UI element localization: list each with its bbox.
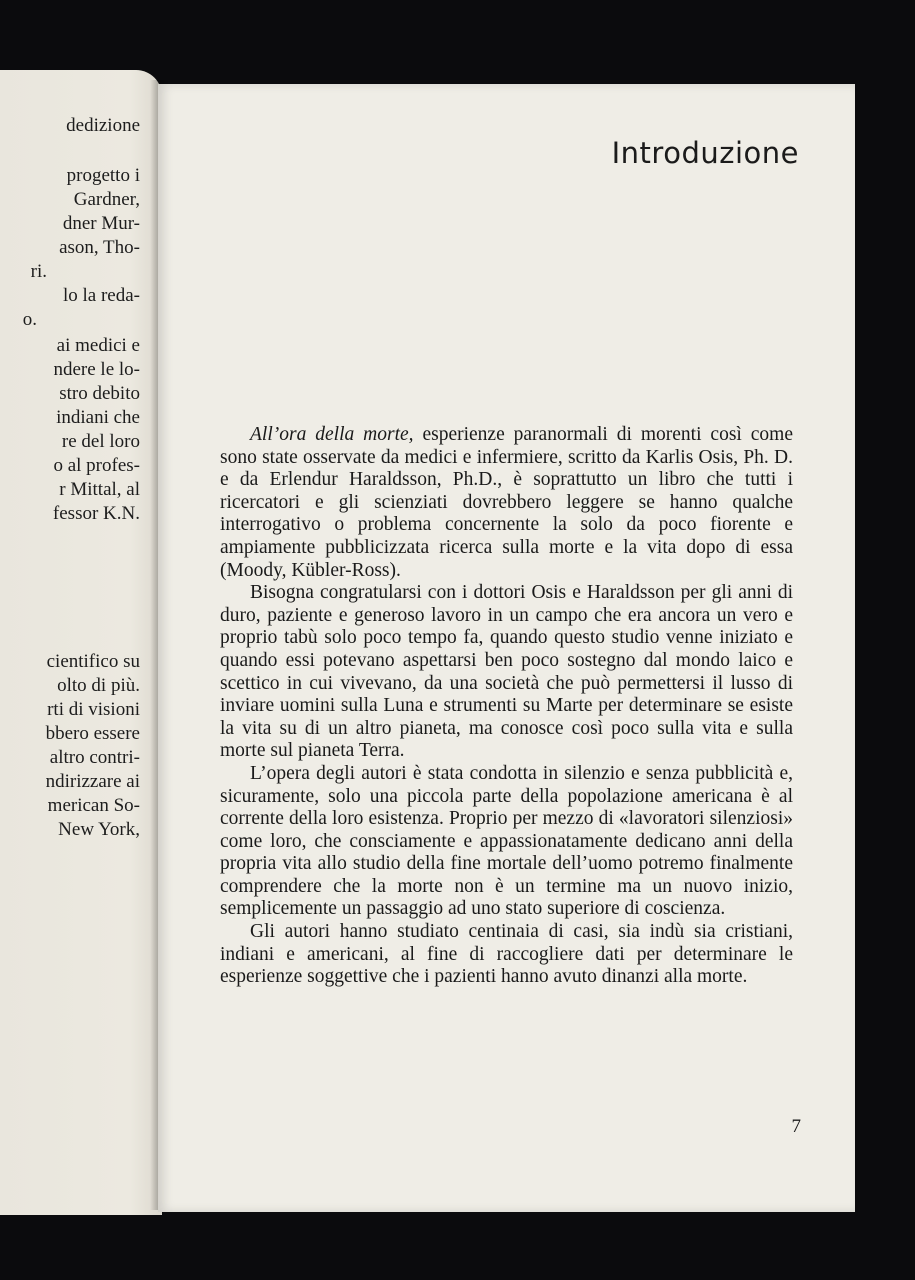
book-title-italic: All’ora della morte,: [250, 424, 414, 445]
left-page-line: altro contri-: [49, 747, 140, 768]
paragraph-3: L’opera degli autori è stata condotta in silenzio e senza pubblicità e, sicuramente, solo una piccola parte della popolazione americana è al corrente della loro esistenza. Proprio per mezzo di «lavoratori silenziosi» come loro, che consciamente e appassionatamente dedicano anni della propria vita allo studio della fine mortale dell’uomo potremo finalmente comprendere che la morte non è un termine ma un nuovo inizio, semplicemente un passaggio ad uno stato superiore di coscienza.: [220, 762, 793, 920]
left-page-line: rti di visioni: [47, 699, 140, 720]
left-page-line: indiani che: [56, 407, 140, 428]
left-page-line: New York,: [58, 819, 140, 840]
left-page-line: o al profes-: [53, 455, 140, 476]
left-page-line: ason, Tho-: [59, 237, 140, 258]
left-page-line: ai medici e: [56, 335, 140, 356]
left-page-line: re del loro: [61, 431, 140, 452]
left-page-line: ndirizzare ai: [45, 771, 140, 792]
left-page-line: Gardner,: [73, 189, 140, 210]
left-page: [0, 70, 162, 1215]
left-page-line: cientifico su: [46, 651, 140, 672]
paragraph-1-text: esperienze paranormali di morenti così come sono state osservate da medici e infermiere, scritto da Karlis Osis, Ph. D. e da Erlendur Haraldsson, Ph.D., è soprattutto un libro che tutti i ricercatori e gli scienziati dovrebbero leggere se hanno qualche interrogativo o problema concernente la solo da poco fiorente e ampiamente pubblicizzata ricerca sulla morte e la vita dopo di essa (Moody, Kübler-Ross).: [220, 424, 793, 581]
left-page-line: stro debito: [59, 383, 140, 404]
left-page-line: dedizione: [66, 115, 140, 136]
left-page-line: ndere le lo-: [53, 359, 140, 380]
left-page-line: bbero essere: [45, 723, 140, 744]
chapter-title: Introduzione: [611, 136, 799, 170]
paragraph-2: Bisogna congratularsi con i dottori Osis e Haraldsson per gli anni di duro, paziente e generoso lavoro in un campo che era ancora un vero e proprio tabù solo poco tempo fa, quando questo studio venne iniziato e quando essi potevano aspettarsi ben poco sostegno dal mondo laico e scettico in cui vivevano, da una società che può permettersi il lusso di inviare uomini sulla Luna e strumenti su Marte per determinare se esiste la vita su di un altro pianeta, ma conosce così poco sulla vita e sulla morte sul pianeta Terra.: [220, 582, 793, 762]
left-page-line: merican So-: [47, 795, 140, 816]
paragraph-4: Gli autori hanno studiato centinaia di casi, sia indù sia cristiani, indiani e americani, al fine di raccogliere dati per determinare le esperienze soggettive che i pazienti hanno avuto dinanzi alla morte.: [220, 921, 793, 988]
left-page-line: olto di più.: [57, 675, 140, 696]
left-page-line: lo la reda-: [62, 285, 140, 306]
right-page: [158, 84, 855, 1212]
left-page-line: r Mittal, al: [59, 479, 140, 500]
body-text: [220, 424, 793, 989]
left-page-line: ri.: [30, 261, 47, 282]
left-page-line: dner Mur-: [62, 213, 140, 234]
left-page-line: o.: [22, 309, 37, 330]
page-number: 7: [791, 1116, 801, 1137]
left-page-line: progetto i: [66, 165, 140, 186]
paragraph-1: [220, 424, 793, 582]
left-page-line: fessor K.N.: [52, 503, 140, 524]
